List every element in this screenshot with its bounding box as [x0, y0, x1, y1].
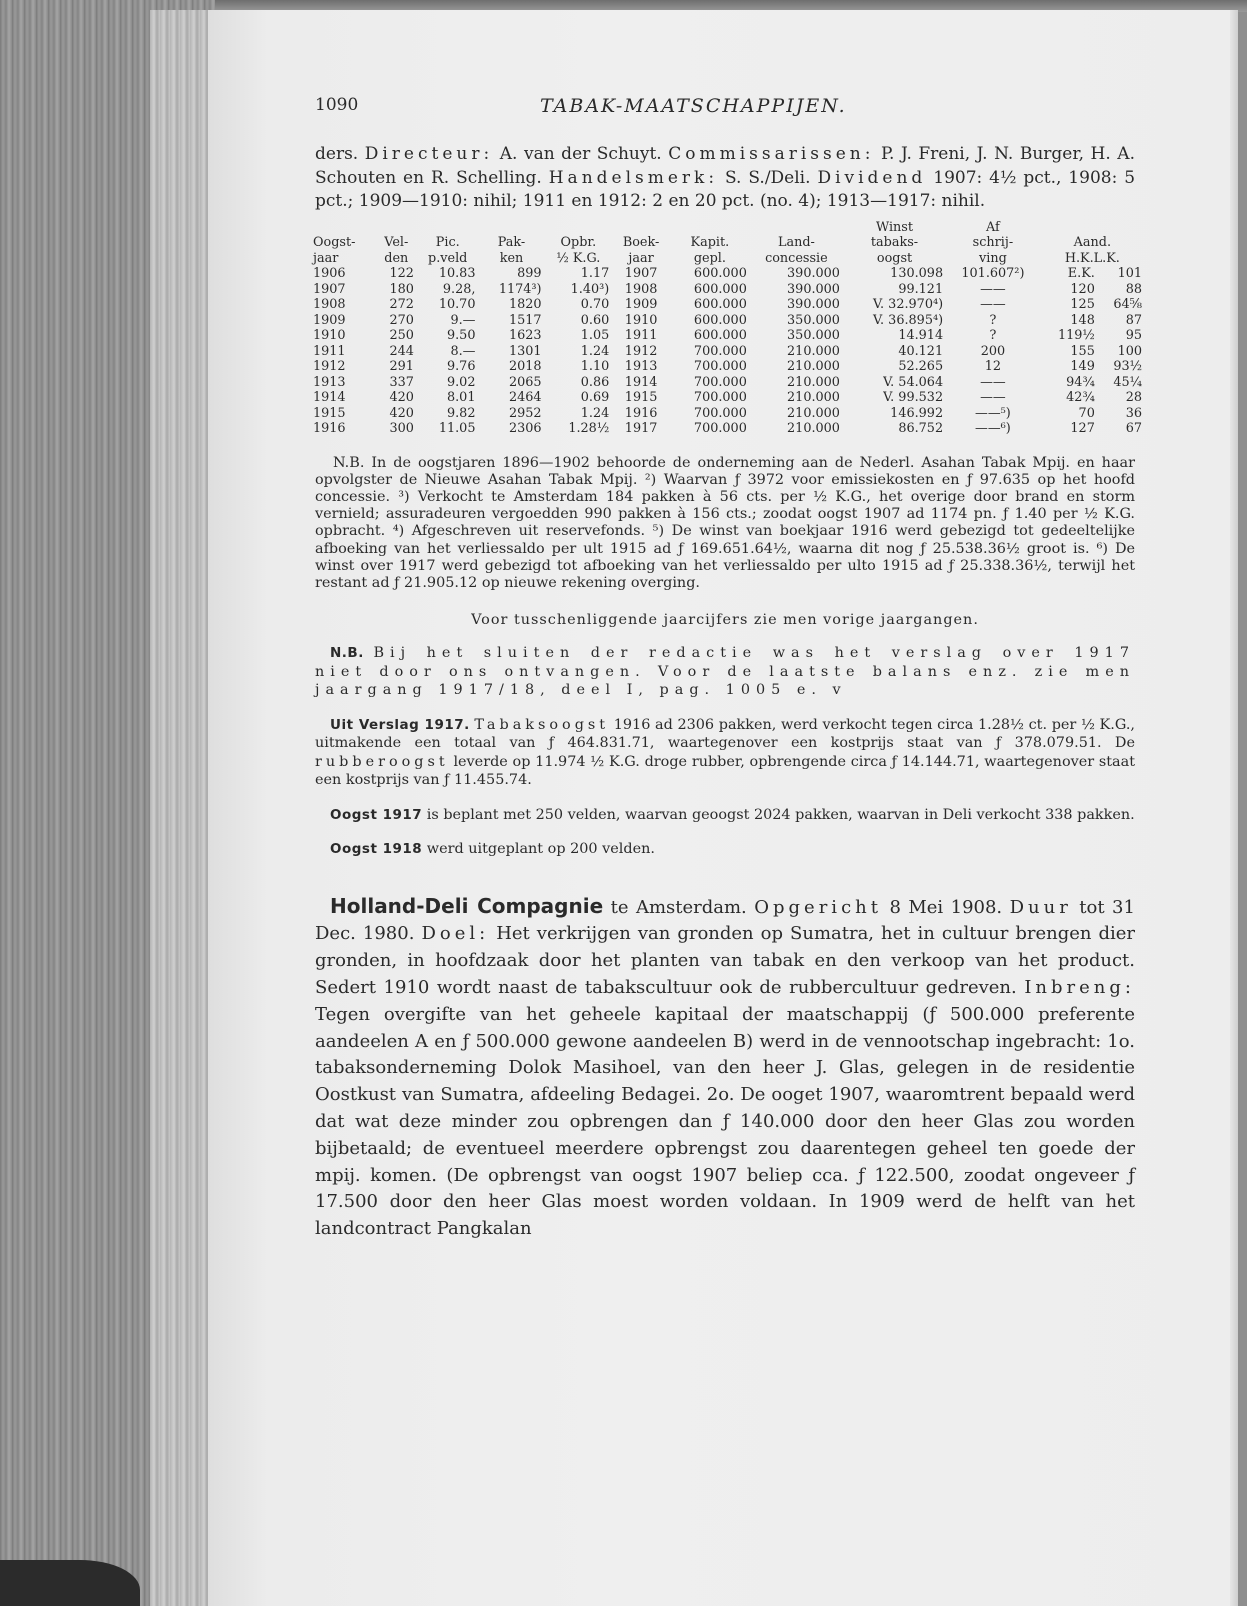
- table-cell: 1915: [313, 405, 346, 421]
- table-cell: E.K.: [1067, 266, 1095, 281]
- oogst-1917-paragraph: [315, 806, 1135, 825]
- table-cell: 700.000: [693, 374, 747, 390]
- table-cell: V. 32.970⁴): [873, 297, 944, 312]
- table-cell: ——: [980, 297, 1006, 312]
- column-header: H.K.L.K.: [1064, 250, 1120, 266]
- page-number: 1090: [315, 95, 359, 115]
- table-cell: 1301: [508, 343, 542, 359]
- table-cell: 155: [1070, 343, 1095, 359]
- table-header-row: [310, 251, 1145, 267]
- table-cell: 52.265: [898, 359, 944, 374]
- table-cell: 210.000: [787, 405, 840, 421]
- column-header: Winst: [876, 219, 914, 235]
- table-cell: 42¾: [1066, 390, 1095, 405]
- table-cell: 86.752: [898, 421, 944, 436]
- table-cell: 1913: [624, 359, 658, 374]
- table-cell: 1910: [313, 328, 346, 343]
- handelsmerk-value: S. S./Deli.: [725, 167, 811, 188]
- column-header: [670, 220, 750, 236]
- duur-label: Duur: [1009, 896, 1072, 918]
- running-head: [315, 95, 1135, 127]
- table-cell: 146.992: [890, 405, 944, 421]
- column-header: Pak-: [497, 235, 526, 250]
- table-cell: 45¼: [1113, 374, 1142, 390]
- table-cell: 700.000: [693, 405, 747, 421]
- table-cell: 130.098: [890, 266, 944, 281]
- nb-text: Bij het sluiten der redactie was het verslag over 1917 niet door ons ontvangen. Voor de laatste balans enz. zie men jaargang 1917/18, deel I, pag. 1005 e. v: [315, 645, 1135, 699]
- table-cell: 125: [1070, 297, 1095, 312]
- table-cell: 390.000: [787, 281, 840, 297]
- table-cell: 12: [984, 359, 1002, 374]
- verslag-paragraph: [315, 716, 1135, 790]
- verslag-text-2: leverde op 11.974 ½ K.G. droge rubber, opbrengende circa ƒ 14.144.71, waartegenover staat een kostprijs van ƒ 11.455.74.: [315, 753, 1135, 789]
- table-cell: 100: [1117, 343, 1142, 359]
- table-cell: 1910: [624, 312, 658, 328]
- table-cell: 1.28½: [568, 421, 610, 436]
- scan-corner-shadow: [0, 1560, 140, 1606]
- column-header: [750, 220, 843, 236]
- column-header: [545, 220, 613, 236]
- directeur-label: Directeur:: [364, 144, 494, 164]
- table-cell: 1908: [624, 281, 658, 297]
- table-row: [310, 328, 1145, 344]
- table-cell: 2952: [508, 405, 542, 421]
- table-cell: 1.10: [580, 359, 610, 374]
- harvest-table: [310, 220, 1145, 437]
- book-page-edges-light: [150, 10, 215, 1606]
- page-content: [313, 95, 1142, 1243]
- table-cell: 600.000: [693, 328, 747, 343]
- nb-label: N.B.: [330, 645, 364, 662]
- table-cell: ——⁶): [975, 421, 1011, 436]
- nb-paragraph: [315, 644, 1135, 700]
- table-cell: 95: [1125, 328, 1142, 343]
- column-header: tabaks-: [870, 235, 919, 250]
- table-cell: 210.000: [787, 343, 840, 359]
- table-cell: 1174³): [498, 281, 542, 297]
- table-cell: 64⅝: [1113, 297, 1142, 312]
- commissarissen-label: Commissarissen:: [668, 144, 875, 164]
- table-cell: 180: [389, 281, 414, 297]
- table-row: [310, 297, 1145, 313]
- table-cell: 2018: [508, 359, 542, 374]
- table-cell: 70: [1078, 405, 1095, 421]
- table-cell: ?: [989, 328, 997, 343]
- intro-paragraph: [315, 143, 1135, 214]
- column-header: Kapit.: [690, 235, 730, 250]
- table-cell: 210.000: [787, 390, 840, 405]
- table-cell: 10.70: [438, 297, 476, 312]
- column-header: [417, 220, 479, 236]
- table-cell: 600.000: [693, 297, 747, 312]
- table-row: [310, 406, 1145, 422]
- table-cell: 350.000: [787, 312, 840, 328]
- oogst-1918-text: werd uitgeplant op 200 velden.: [426, 841, 655, 858]
- table-header-row: [310, 220, 1145, 236]
- opgericht-label: Opgericht: [754, 896, 882, 918]
- column-header: ving: [979, 250, 1007, 266]
- column-header: concessie: [765, 250, 828, 266]
- table-cell: 210.000: [787, 374, 840, 390]
- page-right-shade: [1230, 10, 1238, 1606]
- table-cell: 1909: [624, 297, 658, 312]
- table-cell: 1623: [508, 328, 542, 343]
- table-cell: 700.000: [693, 421, 747, 436]
- table-cell: 99.121: [898, 281, 944, 297]
- table-cell: 101.607²): [961, 266, 1025, 281]
- table-cell: 0.69: [580, 390, 610, 405]
- table-cell: 1907: [624, 266, 658, 281]
- table-cell: 250: [389, 328, 414, 343]
- table-cell: 210.000: [787, 359, 840, 374]
- table-row: [310, 282, 1145, 298]
- table-cell: 337: [389, 374, 414, 390]
- table-cell: 148: [1070, 312, 1095, 328]
- table-cell: 700.000: [693, 343, 747, 359]
- column-header: [376, 220, 417, 236]
- inbreng-label: Inbreng:: [1024, 977, 1135, 999]
- column-header: jaar: [313, 250, 339, 266]
- table-cell: 1915: [624, 390, 658, 405]
- column-header: Pic.: [435, 235, 460, 250]
- table-cell: 36: [1125, 405, 1142, 421]
- table-cell: 1916: [624, 405, 658, 421]
- column-header: Opbr.: [560, 235, 597, 250]
- table-cell: ?: [989, 312, 997, 328]
- column-header: [478, 220, 544, 236]
- table-cell: 244: [389, 343, 414, 359]
- column-header: Oogst-: [313, 235, 356, 250]
- column-header: den: [384, 250, 409, 266]
- table-cell: V. 54.064: [883, 374, 944, 390]
- table-row: [310, 266, 1145, 282]
- table-cell: ——: [980, 281, 1006, 297]
- column-header: ½ K.G.: [556, 250, 601, 266]
- table-cell: 300: [389, 421, 414, 436]
- table-cell: 1517: [508, 312, 542, 328]
- table-cell: 9.76: [446, 359, 476, 374]
- table-cell: 1911: [624, 328, 658, 343]
- table-cell: V. 99.532: [883, 390, 944, 405]
- table-cell: 1908: [313, 297, 346, 312]
- table-cell: 88: [1125, 281, 1142, 297]
- directeur-value: A. van der Schuyt.: [499, 144, 662, 164]
- table-cell: 122: [389, 266, 414, 281]
- tabaksoogst-label: Tabaksoogst: [474, 716, 610, 733]
- handelsmerk-label: Handelsmerk:: [548, 167, 719, 188]
- table-cell: 600.000: [693, 266, 747, 281]
- table-body: [310, 266, 1145, 437]
- oogst-1917-label: Oogst 1917: [330, 806, 423, 823]
- table-cell: 1912: [313, 359, 346, 374]
- table-cell: 149: [1070, 359, 1095, 374]
- table-cell: 0.60: [580, 312, 610, 328]
- table-cell: 390.000: [787, 297, 840, 312]
- table-cell: 1911: [313, 343, 346, 359]
- table-cell: 1907: [313, 281, 346, 297]
- table-cell: 1.24: [580, 405, 610, 421]
- rubberoogst-label: rubberoogst: [315, 753, 449, 770]
- table-row: [310, 390, 1145, 406]
- table-cell: 120: [1070, 281, 1095, 297]
- oogst-1917-text: is beplant met 250 velden, waarvan geoogst 2024 pakken, waarvan in Deli verkocht 338 pakken.: [426, 806, 1135, 823]
- table-cell: 899: [517, 266, 542, 281]
- column-header: Land-: [777, 235, 815, 250]
- table-cell: 350.000: [787, 328, 840, 343]
- oogst-1918-paragraph: [315, 840, 1135, 859]
- table-cell: 600.000: [693, 312, 747, 328]
- footnotes: N.B. In de oogstjaren 1896—1902 behoorde de onderneming aan de Nederl. Asahan Tabak Mpij. en haar opvolgster de Nieuwe Asahan Tabak Mpij. ²) Waarvan ƒ 3972 voor emissiekosten en ƒ 97.635 op het hoofd concessie. ³) Verkocht te Amsterdam 184 pakken à 56 cts. per ½ K.G., het overige door brand en storm vernield; assuradeuren vergoedden 990 pakken à 156 cts.; zoodat oogst 1907 ad 1174 pn. ƒ 1.40 per ½ K.G. opbracht. ⁴) Afgeschreven uit reservefonds. ⁵) De winst van boekjaar 1916 werd gebezigd tot gedeeltelijke afboeking van het verliessaldo per ult 1915 ad ƒ 169.651.64½, waarna dit nog ƒ 25.538.36½ groot is. ⁶) De winst over 1917 werd gebezigd tot afboeking van het verliessaldo per ulto 1915 ad ƒ 25.338.36½, terwijl het restant ad ƒ 21.905.12 op nieuwe rekening overging.: [315, 454, 1135, 591]
- table-cell: 93½: [1113, 359, 1142, 374]
- company-location: te Amsterdam.: [610, 896, 747, 918]
- table-cell: 94¾: [1066, 374, 1095, 390]
- table-cell: 10.83: [438, 266, 476, 281]
- table-cell: 9.82: [446, 405, 476, 421]
- table-cell: 2065: [508, 374, 542, 390]
- duur-value: tot 31 Dec. 1980.: [315, 896, 1135, 945]
- doel-label: Doel:: [421, 923, 490, 945]
- column-header: Af: [986, 219, 1000, 235]
- table-cell: 420: [389, 405, 414, 421]
- reference-line: Voor tusschenliggende jaarcijfers zie men vorige jaargangen.: [471, 612, 979, 629]
- table-cell: 40.121: [898, 343, 944, 359]
- table-cell: 700.000: [693, 390, 747, 405]
- column-header: gepl.: [693, 250, 726, 266]
- table-cell: ——⁵): [975, 405, 1011, 421]
- column-header: schrij-: [972, 235, 1014, 250]
- table-cell: ——: [980, 390, 1006, 405]
- table-cell: 0.86: [580, 374, 610, 390]
- table-cell: 11.05: [438, 421, 476, 436]
- table-cell: ——: [980, 374, 1006, 390]
- table-cell: 8.—: [450, 343, 476, 359]
- table-cell: 1.24: [580, 343, 610, 359]
- inbreng-value: Tegen overgifte van het geheele kapitaal der maatschappij (ƒ 500.000 preferente aandeelen A en ƒ 500.000 gewone aandeelen B) werd in de vennootschap ingebracht: 1o. tabaksonderneming Dolok Masihoel, van den heer J. Glas, gelegen in de residentie Oostkust van Sumatra, afdeeling Bedagei. 2o. De ooget 1907, waaromtrent bepaald werd dat wat deze minder zou opbrengen dan ƒ 140.000 door den heer Glas zou worden bijbetaald; de eventueel meerdere opbrengst zou daarentegen geheel ten goede der mpij. komen. (De opbrengst van oogst 1907 beliep cca. ƒ 122.500, zoodat ongeveer ƒ 17.500 door den heer Glas moest worden voldaan. In 1909 werd de helft van het landcontract Pangkalan: [315, 1003, 1135, 1240]
- table-row: [310, 375, 1145, 391]
- table-cell: 67: [1125, 421, 1142, 436]
- verslag-label: Uit Verslag 1917.: [330, 716, 470, 733]
- column-header: jaar: [628, 250, 654, 266]
- table-cell: 28: [1125, 390, 1142, 405]
- dividend-value: 1907: 4½ pct., 1908: 5 pct.; 1909—1910: nihil; 1911 en 1912: 2 en 20 pct. (no. 4); 1913—1917: nihil.: [315, 167, 1136, 211]
- column-header: p.veld: [428, 250, 468, 266]
- table-cell: 600.000: [693, 281, 747, 297]
- table-cell: 2464: [508, 390, 542, 405]
- table-cell: 119½: [1058, 328, 1095, 343]
- table-cell: 9.—: [450, 312, 476, 328]
- table-cell: 210.000: [787, 421, 840, 436]
- table-header: [310, 220, 1145, 267]
- table-cell: 9.50: [446, 328, 476, 343]
- table-cell: 1820: [508, 297, 542, 312]
- table-cell: 1.17: [580, 266, 610, 281]
- dividend-label: Dividend: [817, 167, 927, 188]
- column-header: Vel-: [384, 235, 409, 250]
- table-row: [310, 313, 1145, 329]
- table-row: [310, 359, 1145, 375]
- column-header: ken: [499, 250, 524, 266]
- table-cell: 1.05: [580, 328, 610, 343]
- table-cell: 1917: [624, 421, 658, 436]
- table-cell: 700.000: [693, 359, 747, 374]
- table-cell: 101: [1117, 266, 1142, 281]
- table-cell: 2306: [508, 421, 542, 436]
- column-header: Aand.: [1073, 235, 1112, 250]
- table-cell: 14.914: [898, 328, 944, 343]
- table-cell: 420: [389, 390, 414, 405]
- table-cell: 8.01: [446, 390, 476, 405]
- table-cell: 1.40³): [570, 281, 610, 297]
- column-header: oogst: [876, 250, 913, 266]
- table-cell: 1913: [313, 374, 346, 390]
- table-cell: 1912: [624, 343, 658, 359]
- table-cell: 9.02: [446, 374, 476, 390]
- opgericht-value: 8 Mei 1908.: [889, 896, 1003, 918]
- table-header-row: [310, 235, 1145, 251]
- section-title: TABAK-MAATSCHAPPIJEN.: [540, 95, 847, 117]
- verslag-text-1: 1916 ad 2306 pakken, werd verkocht tegen circa 1.28½ ct. per ½ K.G., uitmakende een totaal van ƒ 464.831.71, waartegenover een kostprijs staat van ƒ 378.079.51. De: [315, 716, 1136, 752]
- table-cell: 1916: [313, 421, 346, 436]
- table-cell: 9.28,: [442, 281, 476, 297]
- table-cell: 291: [389, 359, 414, 374]
- commissarissen-value: P. J. Freni, J. N. Burger, H. A. Schouten en R. Schelling.: [315, 144, 1135, 188]
- table-cell: 0.70: [580, 297, 610, 312]
- table-cell: 87: [1125, 312, 1142, 328]
- column-header: [1040, 220, 1145, 236]
- table-row: [310, 344, 1145, 360]
- table-cell: 272: [389, 297, 414, 312]
- intro-text: ders.: [315, 144, 359, 164]
- company-entry: [315, 893, 1135, 1243]
- table-cell: 1914: [624, 374, 658, 390]
- table-cell: 270: [389, 312, 414, 328]
- table-cell: 1906: [313, 266, 346, 281]
- table-cell: 127: [1070, 421, 1095, 436]
- company-name: Holland-Deli Compagnie: [330, 893, 604, 918]
- column-header: [612, 220, 670, 236]
- table-cell: 1914: [313, 390, 346, 405]
- table-cell: V. 36.895⁴): [873, 312, 944, 328]
- table-cell: 390.000: [787, 266, 840, 281]
- table-row: [310, 421, 1145, 437]
- column-header: [310, 220, 376, 236]
- table-cell: 200: [980, 343, 1006, 359]
- table-cell: 1909: [313, 312, 346, 328]
- column-header: Boek-: [622, 235, 660, 250]
- oogst-1918-label: Oogst 1918: [330, 841, 423, 858]
- doel-value: Het verkrijgen van gronden op Sumatra, het in cultuur brengen dier gronden, in hoofdzaak door het planten van tabak en den verkoop van het product. Sedert 1910 wordt naast de tabakscultuur ook de rubbercultuur gedreven.: [315, 923, 1135, 999]
